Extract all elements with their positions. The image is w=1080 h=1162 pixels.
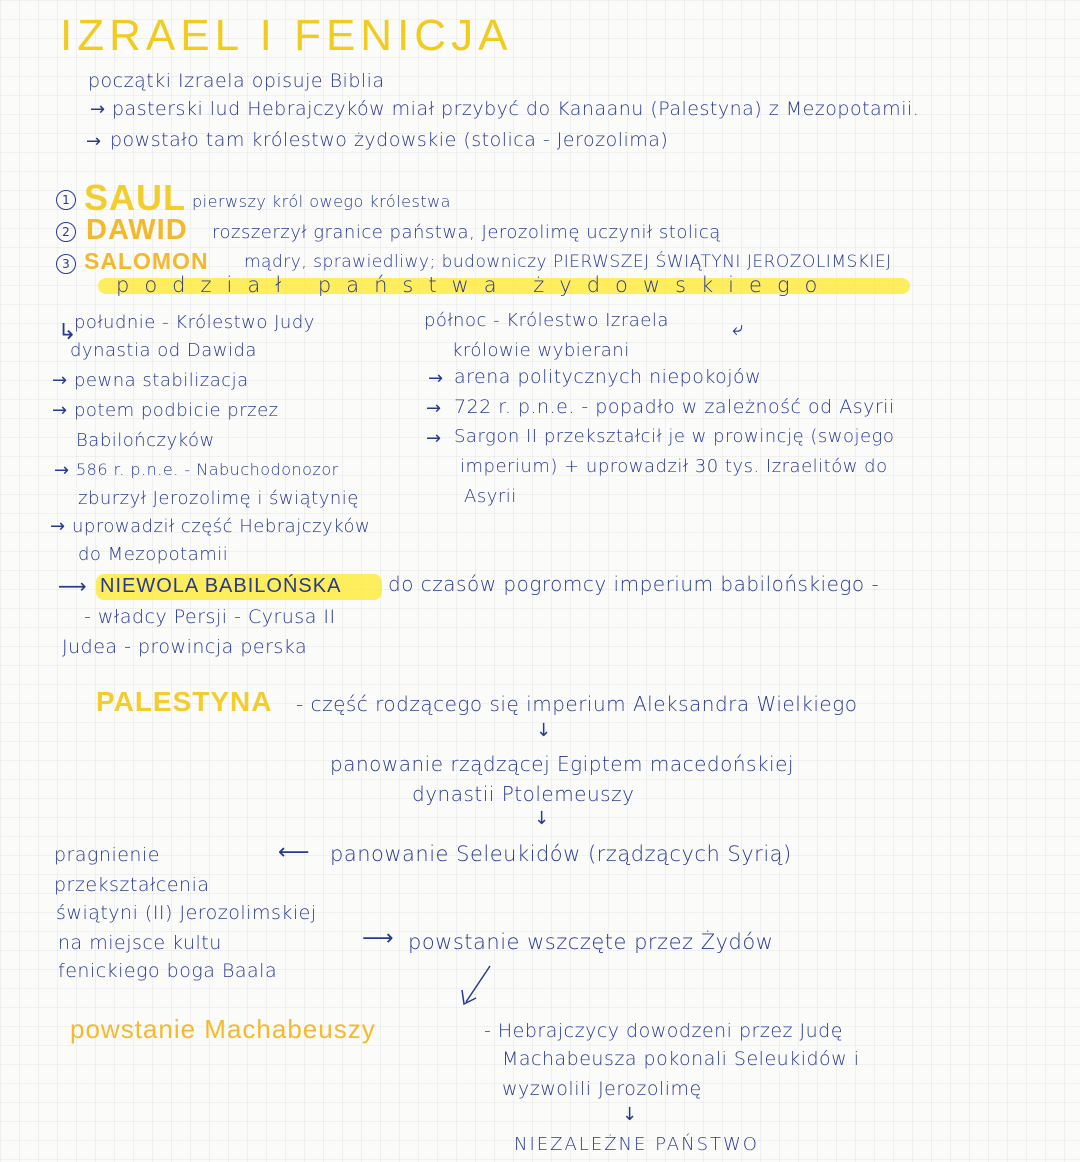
captivity-line-2: - władcy Persji - Cyrusa II [84, 606, 336, 628]
uprising: powstanie wszczęte przez Żydów [408, 930, 774, 954]
arrow-right-icon: → [428, 368, 444, 389]
number-circle-1: 1 [56, 190, 76, 210]
arrow-right-icon: → [52, 370, 68, 391]
split-heading: podział państwa żydowskiego [116, 273, 833, 297]
page-title: IZRAEL I FENICJA [60, 11, 513, 60]
arrow-down-icon: ↓ [536, 720, 552, 741]
maccabees-name: powstanie Machabeuszy [70, 1014, 376, 1044]
desire-line-2: przekształcenia [54, 874, 210, 896]
number-circle-2: 2 [56, 222, 76, 242]
ptolemy-line-2: dynastii Ptolemeuszy [412, 782, 635, 806]
bracket-arrow-icon: ↳ [58, 320, 77, 345]
intro-line-2: pasterski lud Hebrajczyków miał przybyć do Kanaanu (Palestyna) z Mezopotamii. [112, 98, 920, 120]
independent-state: NIEZALEŻNE PAŃSTWO [514, 1134, 759, 1155]
north-title: północ - Królestwo Izraela [424, 310, 669, 331]
king-name-saul: SAUL [84, 177, 186, 218]
captivity-desc: do czasów pogromcy imperium babilońskiego - [388, 572, 880, 596]
king-desc-dawid: rozszerzył granice państwa, Jerozolimę uczynił stolicą [212, 222, 721, 243]
arrow-right-icon: → [426, 428, 442, 449]
arrow-right-icon: → [86, 131, 102, 152]
ptolemy-line-1: panowanie rządzącej Egiptem macedońskiej [330, 752, 794, 776]
palestine-name: PALESTYNA [96, 686, 273, 717]
south-line-2: pewna stabilizacja [74, 370, 249, 391]
arrow-right-icon: → [52, 400, 68, 421]
arrow-right-icon: ⟶ [58, 574, 87, 598]
king-name-salomon: SALOMON [84, 248, 209, 274]
south-line-1: dynastia od Dawida [70, 340, 257, 361]
arrow-right-icon: → [50, 516, 66, 537]
arrow-down-icon: ↓ [622, 1104, 638, 1125]
king-desc-saul: pierwszy król owego królestwa [192, 192, 451, 211]
south-line-3: potem podbicie przez [74, 400, 279, 421]
south-line-6: zburzył Jerozolimę i świątynię [78, 488, 359, 509]
bracket-arrow-icon: ⤶ [732, 316, 744, 340]
north-line-3: 722 r. p.n.e. - popadło w zależność od Asyrii [454, 396, 895, 418]
north-line-6: Asyrii [464, 486, 517, 507]
captivity-name: NIEWOLA BABILOŃSKA [100, 575, 342, 597]
north-line-1: królowie wybierani [452, 340, 630, 361]
maccabees-desc-1: - Hebrajczycy dowodzeni przez Judę [484, 1020, 843, 1042]
seleucid-rule: panowanie Seleukidów (rządzących Syrią) [330, 842, 792, 866]
desire-line-3: świątyni (II) Jerozolimskiej [56, 902, 317, 924]
south-title: południe - Królestwo Judy [74, 312, 315, 333]
desire-line-5: fenickiego boga Baala [58, 960, 278, 982]
south-line-7: uprowadził część Hebrajczyków [72, 516, 371, 537]
arrow-down-icon: ↓ [534, 808, 550, 829]
arrow-right-icon: → [90, 99, 106, 120]
maccabees-desc-3: wyzwolili Jerozolimę [502, 1078, 702, 1100]
king-desc-salomon: mądry, sprawiedliwy; budowniczy PIERWSZEJ ŚWIĄTYNI JEROZOLIMSKIEJ [244, 252, 892, 272]
arrow-right-icon: ⟶ [362, 926, 394, 951]
north-line-5: imperium) + uprowadził 30 tys. Izraelitów do [460, 456, 888, 477]
king-name-dawid: DAWID [86, 214, 188, 246]
north-line-2: arena politycznych niepokojów [454, 366, 762, 388]
north-line-4: Sargon II przekształcił je w prowincję (swojego [454, 426, 895, 447]
arrow-left-icon: ⟵ [278, 840, 310, 865]
number-circle-3: 3 [56, 254, 76, 274]
south-line-4: Babilończyków [76, 430, 215, 451]
intro-line-3: powstało tam królestwo żydowskie (stolica - Jerozolima) [110, 129, 669, 151]
desire-line-4: na miejsce kultu [58, 932, 222, 954]
captivity-line-3: Judea - prowincja perska [62, 636, 308, 658]
arrow-right-icon: → [426, 398, 442, 419]
desire-line-1: pragnienie [54, 844, 160, 866]
south-line-8: do Mezopotamii [78, 544, 229, 565]
intro-line-1: początki Izraela opisuje Biblia [88, 70, 385, 92]
arrow-right-icon: → [54, 460, 70, 481]
south-line-5: 586 r. p.n.e. - Nabuchodonozor [76, 460, 339, 479]
maccabees-desc-2: Machabeusza pokonali Seleukidów i [502, 1048, 860, 1070]
palestine-desc: - część rodzącego się imperium Aleksandra Wielkiego [296, 692, 858, 716]
